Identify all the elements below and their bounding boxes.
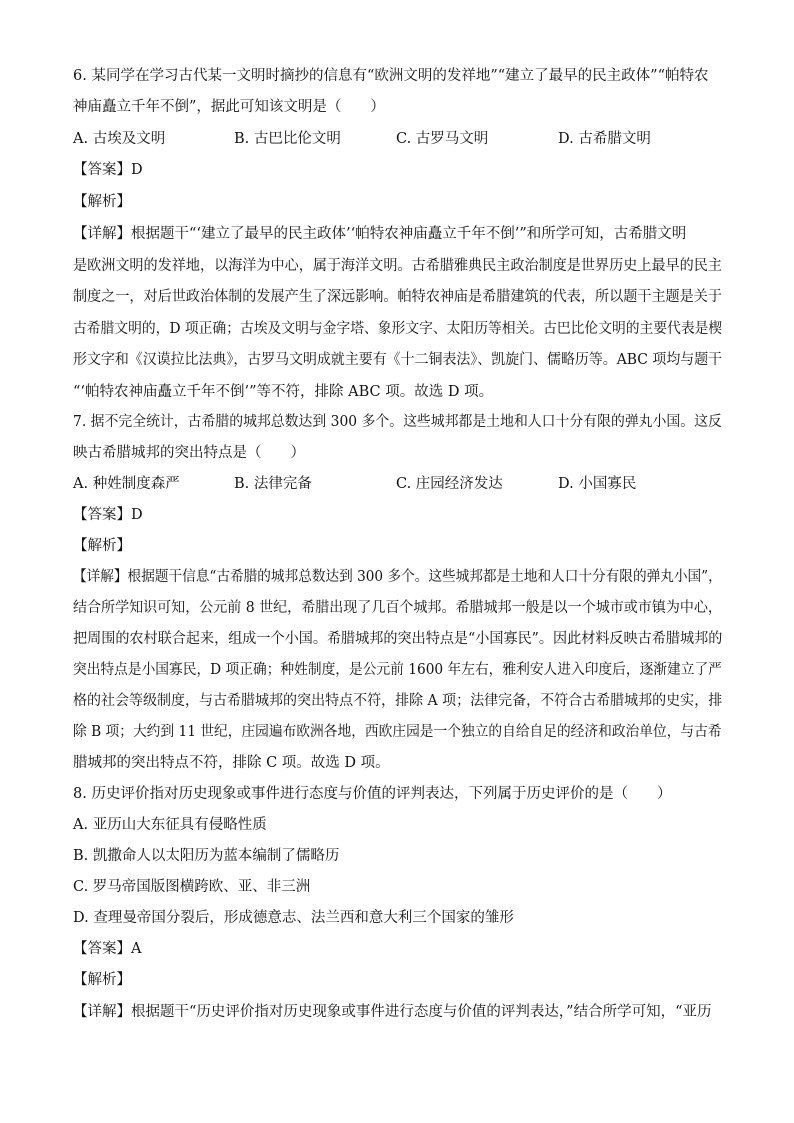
q7-stem-line2: 映古希腊城邦的突出特点是（ ） — [73, 445, 305, 461]
q6-detail-line3: 制度之一，对后世政治体制的发展产生了深远影响。帕特农神庙是希腊建筑的代表，所以题干主题是关于 — [73, 289, 722, 305]
q6-detail-line4: 古希腊文明的，D 项正确；古埃及文明与金字塔、象形文字、太阳历等相关。古巴比伦文明的主要代表是楔 — [73, 321, 723, 337]
q7-option-c: C. 庄园经济发达 — [396, 476, 503, 492]
q7-answer: 【答案】D — [73, 507, 143, 523]
q8-option-a: A. 亚历山大东征具有侵略性质 — [73, 817, 267, 833]
q8-option-b: B. 凯撒命人以太阳历为蓝本编制了儒略历 — [73, 848, 340, 864]
q6-detail-line1: 【详解】根据题干“‘建立了最早的民主政体’‘帕特农神庙矗立千年不倒’”和所学可知，古希腊文明 — [73, 226, 687, 242]
q7-detail-line6: 除 B 项；大约到 11 世纪，庄园遍布欧洲各地，西欧庄园是一个独立的自给自足的经济和政治单位，与古希 — [73, 724, 722, 740]
q8-option-c: C. 罗马帝国版图横跨欧、亚、非三洲 — [73, 879, 311, 895]
q6-option-c: C. 古罗马文明 — [396, 131, 489, 147]
q6-option-a: A. 古埃及文明 — [73, 131, 166, 147]
q7-option-b: B. 法律完备 — [234, 476, 312, 492]
q7-option-a: A. 种姓制度森严 — [73, 476, 180, 492]
q8-stem: 8. 历史评价指对历史现象或事件进行态度与价值的评判表达，下列属于历史评价的是（ ） — [73, 786, 672, 802]
q6-option-b: B. 古巴比伦文明 — [234, 131, 341, 147]
q6-stem-line1: 6. 某同学在学习古代某一文明时摘抄的信息有“欧洲文明的发祥地”“建立了最早的民主政体”“帕特农 — [73, 68, 709, 84]
q6-detail-line6: “‘帕特农神庙矗立千年不倒’”等不符，排除 ABC 项。故选 D 项。 — [73, 384, 494, 400]
q7-analysis-label: 【解析】 — [73, 538, 131, 554]
q7-detail-line3: 把周围的农村联合起来，组成一个小国。希腊城邦的突出特点是“小国寡民”。因此材料反映古希腊城邦的 — [73, 631, 723, 647]
q7-detail-line5: 格的社会等级制度，与古希腊城邦的突出特点不符，排除 A 项；法律完备，不符合古希腊城邦的史实，排 — [73, 693, 723, 709]
q6-stem-line2: 神庙矗立千年不倒”，据此可知该文明是（ ） — [73, 99, 385, 115]
q8-answer: 【答案】A — [73, 941, 142, 957]
q7-stem-line1: 7. 据不完全统计，古希腊的城邦总数达到 300 多个。这些城邦都是土地和人口十分有限的弹丸小国。这反 — [73, 414, 722, 430]
q8-detail-line1: 【详解】根据题干“历史评价指对历史现象或事件进行态度与价值的评判表达，”结合所学可知，“亚历 — [73, 1004, 712, 1020]
q7-option-d: D. 小国寡民 — [558, 476, 637, 492]
q6-detail-line5: 形文字和《汉谟拉比法典》，古罗马文明成就主要有《十二铜表法》、凯旋门、儒略历等。ABC 项均与题干 — [73, 352, 723, 368]
q6-answer: 【答案】D — [73, 162, 143, 178]
q7-detail-line7: 腊城邦的突出特点不符，排除 C 项。故选 D 项。 — [73, 755, 390, 771]
q6-option-d: D. 古希腊文明 — [558, 131, 651, 147]
q7-detail-line1: 【详解】根据题干信息“古希腊的城邦总数达到 300 多个。这些城邦都是土地和人口十分有限的弹丸小国”， — [73, 569, 722, 585]
q7-detail-line2: 结合所学知识可知，公元前 8 世纪，希腊出现了几百个城邦。希腊城邦一般是以一个城市或市镇为中心， — [73, 600, 722, 616]
q8-analysis-label: 【解析】 — [73, 972, 131, 988]
q6-analysis-label: 【解析】 — [73, 194, 131, 210]
q6-detail-line2: 是欧洲文明的发祥地，以海洋为中心，属于海洋文明。古希腊雅典民主政治制度是世界历史上最早的民主 — [73, 258, 722, 274]
q8-option-d: D. 查理曼帝国分裂后，形成德意志、法兰西和意大利三个国家的雏形 — [73, 910, 514, 926]
q7-detail-line4: 突出特点是小国寡民，D 项正确；种姓制度，是公元前 1600 年左右，雅利安人进入印度后，逐渐建立了严 — [73, 662, 722, 678]
